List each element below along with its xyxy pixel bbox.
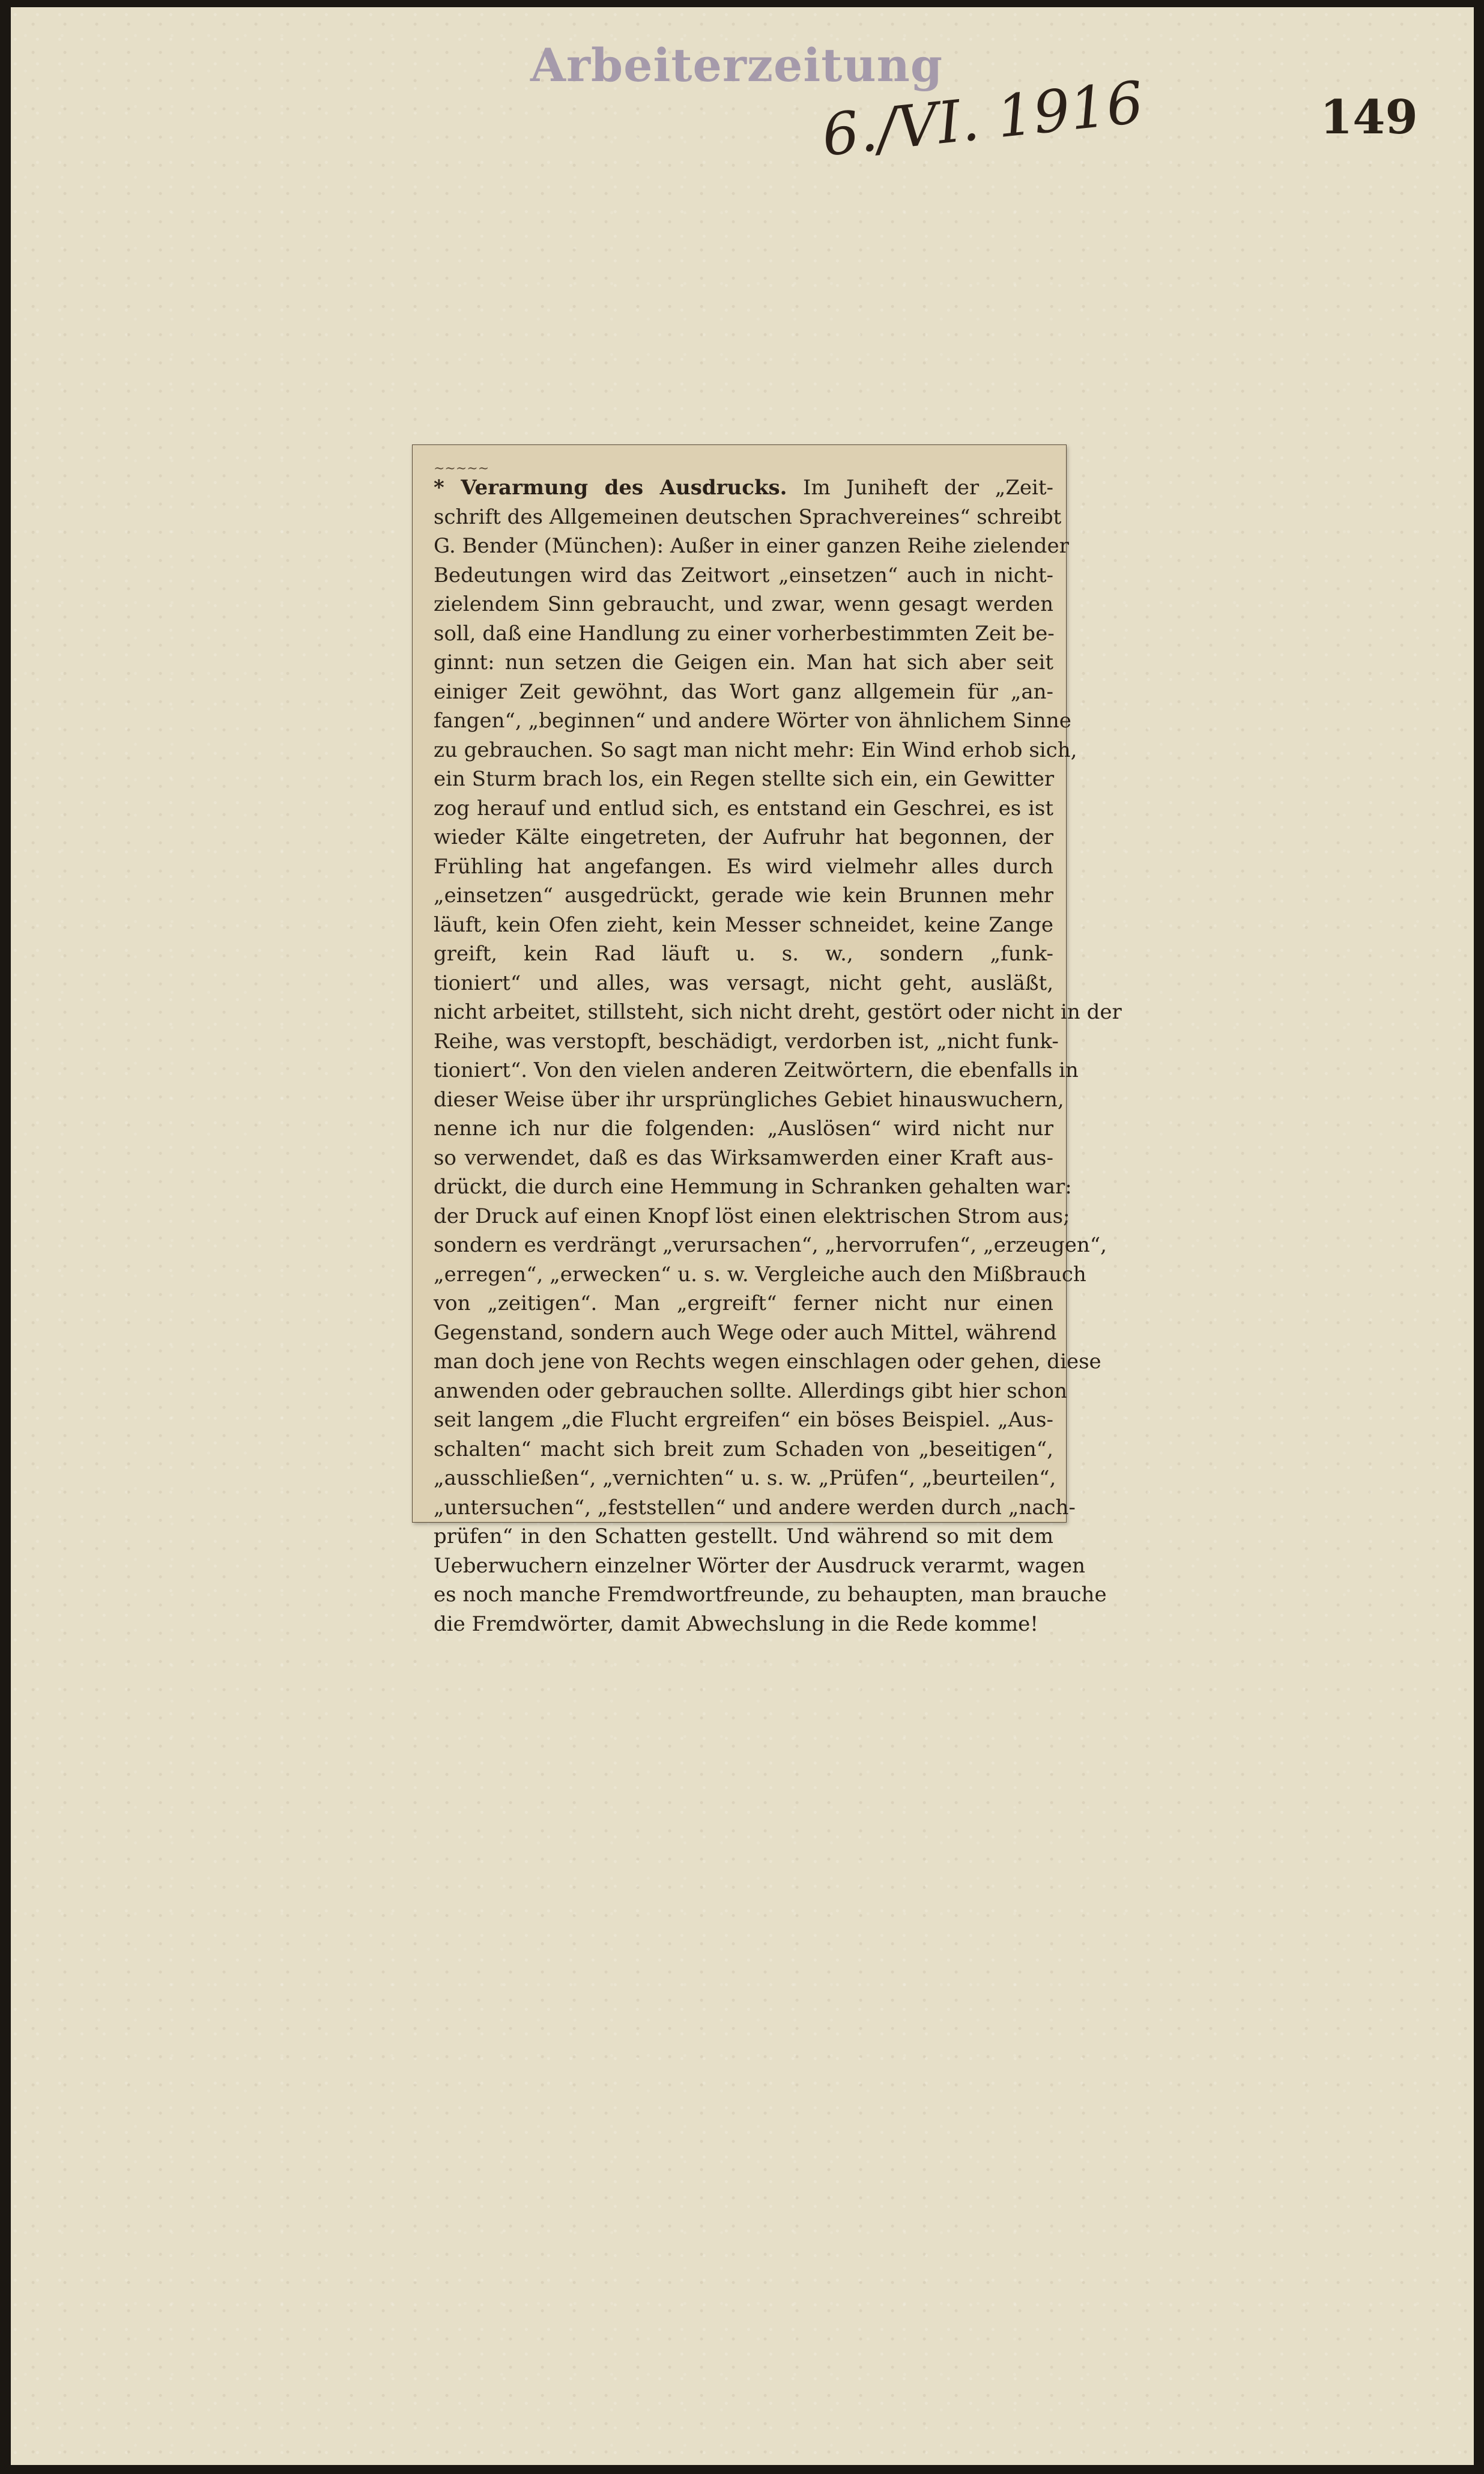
article-title: * Verarmung des Ausdrucks.	[434, 476, 787, 500]
clipping-line: prüfen“ in den Schatten gestellt. Und während so mit dem	[434, 1524, 1053, 1548]
clipping-line: so verwendet, daß es das Wirksamwerden einer Kraft aus-	[434, 1145, 1053, 1170]
clipping-line: „erregen“, „erwecken“ u. s. w. Vergleiche auch den Mißbrauch	[434, 1262, 1086, 1287]
clipping-line: schalten“ macht sich breit zum Schaden von „beseitigen“,	[434, 1437, 1053, 1461]
clipping-line: greift, kein Rad läuft u. s. w., sondern „funk-	[434, 942, 1053, 966]
article-text: Im Juniheft der „Zeit-	[787, 476, 1053, 500]
handwritten-date: 6./VI. 1916	[819, 68, 1146, 169]
clipping-line: es noch manche Fremdwortfreunde, zu behaupten, man brauche	[434, 1583, 1107, 1607]
clipping-line: wieder Kälte eingetreten, der Aufruhr hat begonnen, der	[434, 825, 1053, 849]
page-number: 149	[1320, 90, 1418, 145]
clipping-line: von „zeitigen“. Man „ergreift“ ferner nicht nur einen	[434, 1291, 1053, 1315]
clipping-line: zu gebrauchen. So sagt man nicht mehr: Ein Wind erhob sich,	[434, 738, 1077, 762]
clipping-line: die Fremdwörter, damit Abwechslung in die Rede komme!	[434, 1611, 1038, 1636]
clipping-line	[434, 473, 1053, 503]
clipping-header-fragment: ~~~~~	[434, 461, 489, 476]
archive-sheet	[11, 7, 1474, 2465]
clipping-line: anwenden oder gebrauchen sollte. Allerdings gibt hier schon	[434, 1378, 1068, 1403]
clipping-line: einiger Zeit gewöhnt, das Wort ganz allgemein für „an-	[434, 679, 1053, 704]
clipping-line: sondern es verdrängt „verursachen“, „hervorrufen“, „erzeugen“,	[434, 1233, 1107, 1257]
clipping-line: tioniert“ und alles, was versagt, nicht geht, ausläßt,	[434, 971, 1053, 995]
newspaper-stamp: Arbeiterzeitung	[530, 38, 943, 92]
clipping-line: man doch jene von Rechts wegen einschlagen oder gehen, diese	[434, 1350, 1101, 1374]
clipping-line: drückt, die durch eine Hemmung in Schranken gehalten war:	[434, 1175, 1072, 1199]
clipping-line: G. Bender (München): Außer in einer ganzen Reihe zielender	[434, 534, 1069, 558]
clipping-line: fangen“, „beginnen“ und andere Wörter von ähnlichem Sinne	[434, 709, 1071, 733]
clipping-line: „ausschließen“, „vernichten“ u. s. w. „Prüfen“, „beurteilen“,	[434, 1466, 1056, 1490]
clipping-line: ein Sturm brach los, ein Regen stellte sich ein, ein Gewitter	[434, 767, 1055, 791]
clipping-line: schrift des Allgemeinen deutschen Sprachvereines“ schreibt	[434, 505, 1062, 529]
clipping-line: Reihe, was verstopft, beschädigt, verdorben ist, „nicht funk-	[434, 1029, 1059, 1054]
clipping-line: Ueberwuchern einzelner Wörter der Ausdruck verarmt, wagen	[434, 1553, 1086, 1578]
clipping-line: der Druck auf einen Knopf löst einen elektrischen Strom aus;	[434, 1204, 1070, 1228]
clipping-line: Gegenstand, sondern auch Wege oder auch Mittel, während	[434, 1320, 1057, 1345]
clipping-line: „untersuchen“, „feststellen“ und andere werden durch „nach-	[434, 1495, 1076, 1520]
clipping-line: Bedeutungen wird das Zeitwort „einsetzen“ auch in nicht-	[434, 563, 1053, 587]
clipping-line: soll, daß eine Handlung zu einer vorherbestimmten Zeit be-	[434, 621, 1055, 646]
clipping-line: dieser Weise über ihr ursprüngliches Gebiet hinauswuchern,	[434, 1087, 1064, 1112]
clipping-line: ginnt: nun setzen die Geigen ein. Man hat sich aber seit	[434, 650, 1053, 675]
clipping-line: zog herauf und entlud sich, es entstand ein Geschrei, es ist	[434, 796, 1053, 820]
clipping-line: läuft, kein Ofen zieht, kein Messer schneidet, keine Zange	[434, 912, 1053, 937]
clipping-line: „einsetzen“ ausgedrückt, gerade wie kein Brunnen mehr	[434, 884, 1053, 908]
clipping-line: nenne ich nur die folgenden: „Auslösen“ wird nicht nur	[434, 1117, 1053, 1141]
clipping-line: nicht arbeitet, stillsteht, sich nicht dreht, gestört oder nicht in der	[434, 1000, 1122, 1024]
clipping-line: tioniert“. Von den vielen anderen Zeitwörtern, die ebenfalls in	[434, 1058, 1079, 1082]
clipping-line: seit langem „die Flucht ergreifen“ ein böses Beispiel. „Aus-	[434, 1408, 1053, 1432]
clipping-line: zielendem Sinn gebraucht, und zwar, wenn gesagt werden	[434, 592, 1053, 616]
newspaper-clipping	[412, 444, 1122, 1636]
clipping-line: Frühling hat angefangen. Es wird vielmehr alles durch	[434, 854, 1053, 879]
